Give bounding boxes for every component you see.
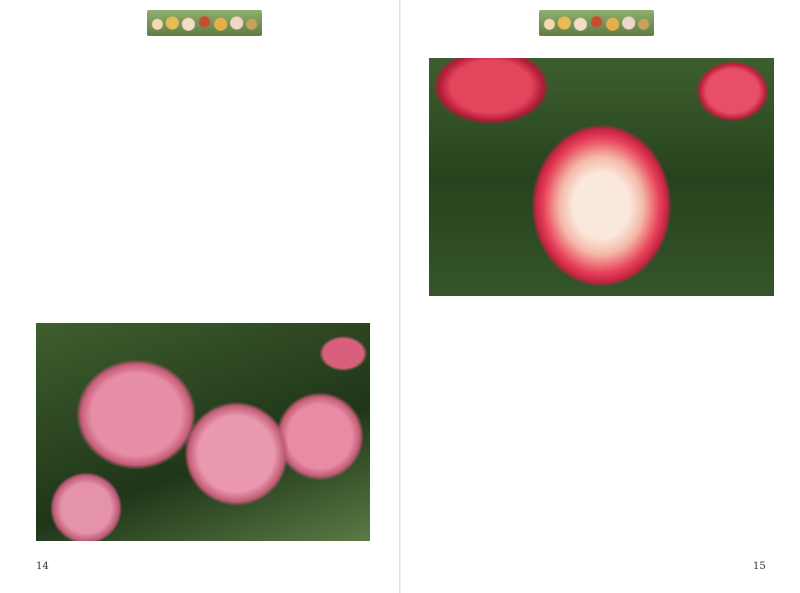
header-banner-image — [147, 10, 262, 36]
page-number: 15 — [753, 561, 766, 572]
flower-bouquet-image — [147, 10, 262, 36]
flower-bouquet-image — [539, 10, 654, 36]
page-left — [0, 0, 399, 593]
rose-photo — [429, 58, 774, 296]
rose-photo — [36, 323, 370, 541]
page-right — [401, 0, 800, 593]
header-banner-image — [539, 10, 654, 36]
page-number: 14 — [36, 561, 49, 572]
